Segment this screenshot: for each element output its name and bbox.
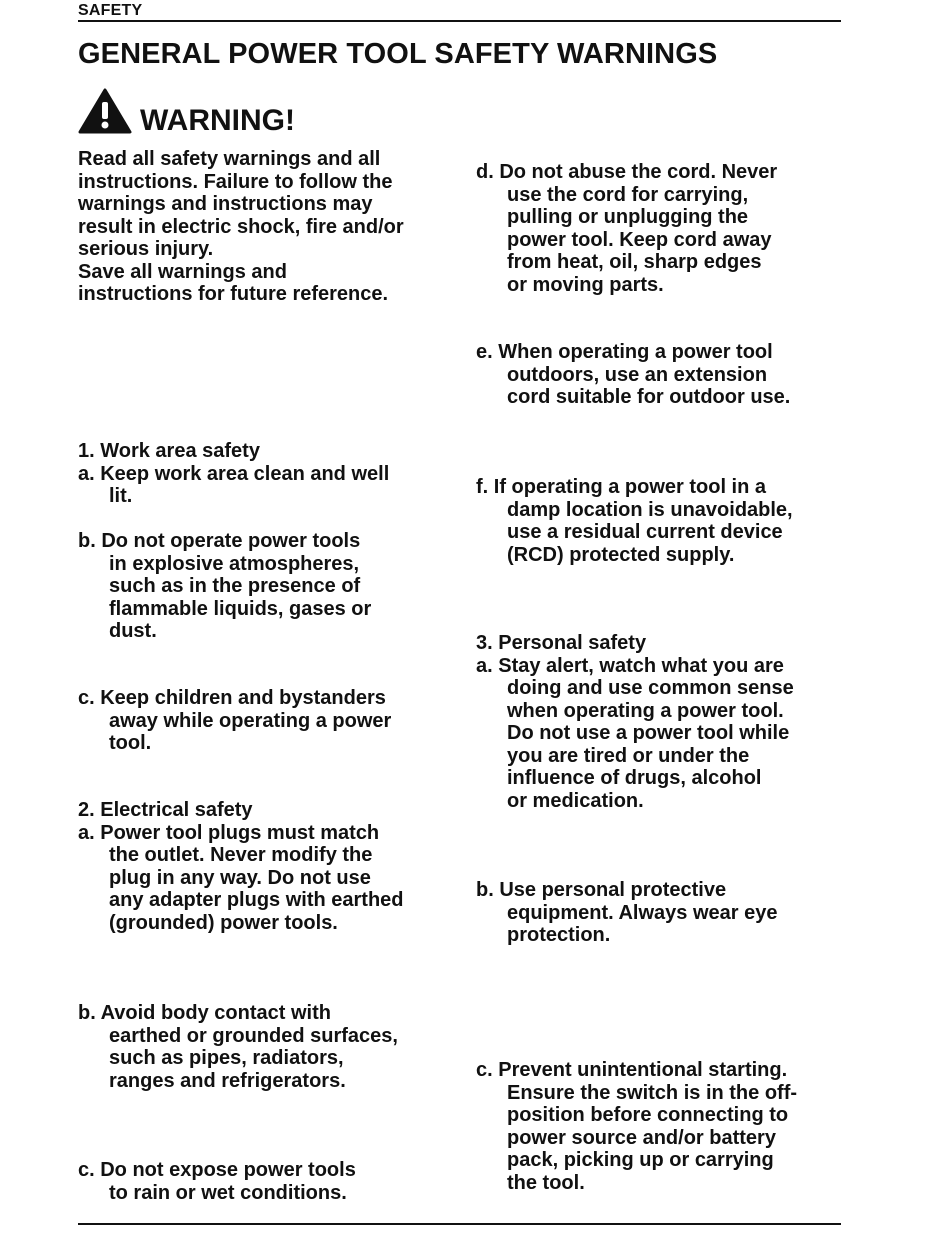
text-line: c. Keep children and bystanders	[78, 687, 386, 709]
text-line: you are tired or under the	[507, 744, 750, 767]
text-line: Ensure the switch is in the off-	[507, 1081, 798, 1104]
text-line: or moving parts.	[507, 273, 664, 296]
electrical-safety-item-f	[476, 476, 793, 566]
text-line: result in electric shock, fire and/or	[78, 215, 404, 238]
text-line: power tool. Keep cord away	[507, 228, 772, 251]
text-line: e. When operating a power tool	[476, 341, 773, 363]
text-line: a. Power tool plugs must match	[78, 821, 380, 844]
text-line: tool.	[109, 732, 152, 754]
text-line: f. If operating a power tool in a	[476, 476, 767, 498]
text-line: outdoors, use an extension	[507, 363, 768, 386]
personal-safety-item-a	[476, 632, 794, 812]
text-line: d. Do not abuse the cord. Never	[476, 161, 778, 183]
text-line: Read all safety warnings and all	[78, 148, 381, 170]
text-line: a. Stay alert, watch what you are	[476, 654, 784, 677]
text-line: 3. Personal safety	[476, 632, 647, 654]
text-line: a. Keep work area clean and well	[78, 462, 390, 485]
text-line: dust.	[109, 620, 157, 642]
text-line: away while operating a power	[109, 709, 392, 732]
work-area-safety-item-c	[78, 687, 391, 755]
text-line: b. Use personal protective	[476, 879, 727, 901]
work-area-safety-item-a	[78, 440, 389, 508]
text-line: the tool.	[507, 1171, 585, 1194]
text-line: plug in any way. Do not use	[109, 866, 371, 889]
section-header: SAFETY	[78, 2, 143, 19]
text-line: use a residual current device	[507, 521, 783, 543]
text-line: pulling or unplugging the	[507, 206, 749, 228]
text-line: b. Avoid body contact with	[78, 1002, 331, 1024]
bottom-divider	[78, 1223, 841, 1225]
electrical-safety-item-c	[78, 1159, 356, 1204]
text-line: any adapter plugs with earthed	[109, 889, 404, 911]
text-line: influence of drugs, alcohol	[507, 767, 762, 789]
text-line: to rain or wet conditions.	[109, 1181, 347, 1204]
text-line: when operating a power tool.	[507, 699, 784, 722]
text-line: damp location is unavoidable,	[507, 498, 793, 521]
text-line: flammable liquids, gases or	[109, 597, 372, 620]
text-line: earthed or grounded surfaces,	[109, 1024, 398, 1047]
text-line: (RCD) protected supply.	[507, 543, 735, 566]
text-line: such as in the presence of	[109, 575, 361, 597]
text-line: ranges and refrigerators.	[109, 1069, 346, 1092]
text-line: b. Do not operate power tools	[78, 530, 361, 552]
text-line: Save all warnings and	[78, 260, 287, 283]
text-line: pack, picking up or carrying	[507, 1149, 774, 1171]
electrical-safety-item-a	[78, 799, 404, 934]
text-line: use the cord for carrying,	[507, 183, 749, 206]
text-line: c. Prevent unintentional starting.	[476, 1059, 788, 1081]
personal-safety-item-b	[476, 879, 777, 947]
text-line: equipment. Always wear eye	[507, 901, 778, 924]
text-line: Do not use a power tool while	[507, 722, 790, 744]
text-line: such as pipes, radiators,	[109, 1047, 344, 1069]
text-line: instructions for future reference.	[78, 283, 389, 305]
text-line: the outlet. Never modify the	[109, 844, 373, 866]
page-title: GENERAL POWER TOOL SAFETY WARNINGS	[78, 38, 718, 70]
text-line: cord suitable for outdoor use.	[507, 386, 791, 408]
text-line: warnings and instructions may	[78, 193, 373, 215]
electrical-safety-item-b	[78, 1002, 398, 1092]
text-line: doing and use common sense	[507, 677, 794, 699]
text-line: in explosive atmospheres,	[109, 552, 360, 575]
text-line: protection.	[507, 924, 611, 946]
text-line: instructions. Failure to follow the	[78, 170, 393, 193]
text-line: c. Do not expose power tools	[78, 1159, 356, 1181]
warning-label: WARNING!	[140, 104, 295, 137]
text-line: (grounded) power tools.	[109, 911, 338, 934]
work-area-safety-item-b	[78, 530, 371, 643]
text-line: 1. Work area safety	[78, 440, 260, 462]
electrical-safety-item-d	[476, 161, 777, 296]
text-line: position before connecting to	[507, 1104, 789, 1126]
text-line: power source and/or battery	[507, 1126, 776, 1149]
personal-safety-item-c	[476, 1059, 797, 1194]
text-line: from heat, oil, sharp edges	[507, 251, 762, 273]
text-line: 2. Electrical safety	[78, 799, 253, 821]
intro-paragraph	[78, 148, 404, 306]
top-divider	[78, 20, 841, 22]
text-line: or medication.	[507, 789, 644, 812]
text-line: serious injury.	[78, 238, 214, 260]
warning-triangle-icon	[78, 88, 132, 134]
text-line: lit.	[109, 485, 133, 507]
electrical-safety-item-e	[476, 341, 790, 409]
